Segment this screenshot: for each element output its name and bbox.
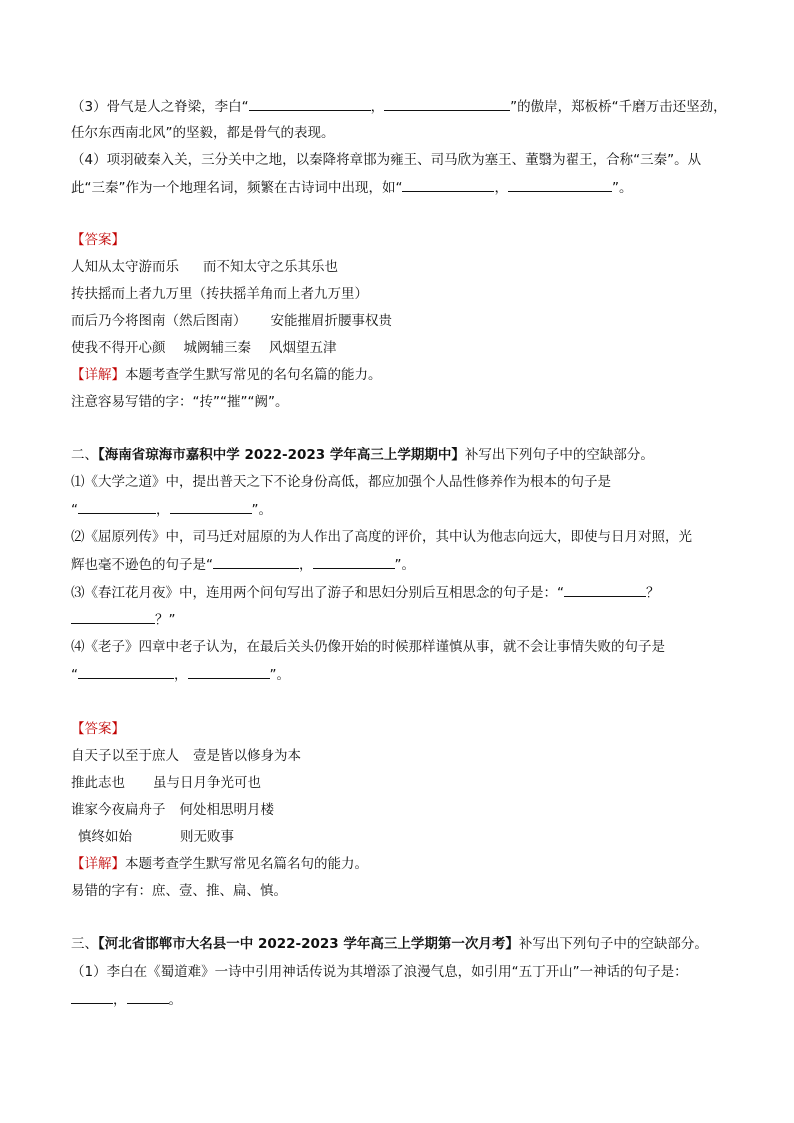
question-heading: 二、【海南省琼海市嘉积中学 2022-2023 学年高三上学期期中】补写出下列句子中的空缺部分。 [71,447,654,463]
answer-line: 谁家今夜扁舟子 何处相思明月楼 [71,802,274,818]
q1-item4-line2: 此“三秦”作为一个地理名词，频繁在古诗词中出现，如“ ， ”。 [71,177,632,198]
q2-item2-line2: 辉也毫不逊色的句子是“ ， ”。 [71,554,415,575]
q1-item3-line2: 任尔东西南北风”的坚毅，都是骨气的表现。 [71,125,335,141]
answer-label: 【答案】 [71,721,125,737]
blank[interactable] [71,989,113,1004]
blank[interactable] [508,177,612,192]
blank[interactable] [213,554,299,569]
blank[interactable] [78,664,174,679]
q2-item1-line1: ⑴《大学之道》中，提出普天之下不论身份高低，都应加强个人品性修养作为根本的句子是 [71,474,611,490]
detail-line: 【详解】本题考查学生默写常见的名句名篇的能力。 [71,367,382,383]
blank[interactable] [384,96,510,111]
answer-line: 人知从太守游而乐 而不知太守之乐其乐也 [71,259,338,275]
question-source: 【河北省邯郸市大名县一中 2022-2023 学年高三上学期第一次月考】 [98,936,519,952]
blank[interactable] [188,664,270,679]
blank[interactable] [71,609,155,624]
question-source: 【海南省琼海市嘉积中学 2022-2023 学年高三上学期期中】 [98,447,465,463]
question-heading: 三、【河北省邯郸市大名县一中 2022-2023 学年高三上学期第一次月考】补写出下列句子中的空缺部分。 [71,936,708,952]
blank[interactable] [564,582,646,597]
q1-item4-line1: （4）项羽破秦入关，三分关中之地，以秦降将章邯为雍王、司马欣为塞王、董翳为翟王，合称“三秦”。从 [71,152,702,168]
answer-line: 自天子以至于庶人 壹是皆以修身为本 [71,748,301,764]
q3-item1-line2: ， 。 [71,989,182,1010]
q2-item4-line2: “ ， ”。 [71,664,290,685]
answer-line: 抟扶摇而上者九万里（抟扶摇羊角而上者九万里） [71,286,368,302]
q1-item3-line1: （3）骨气是人之脊梁，李白“ ， ”的傲岸，郑板桥“千磨万击还坚劲， [71,96,727,117]
detail-line: 【详解】本题考查学生默写常见名篇名句的能力。 [71,856,368,872]
q2-item3-line2: ？” [71,609,176,630]
q2-item2-line1: ⑵《屈原列传》中，司马迁对屈原的为人作出了高度的评价，其中认为他志向远大，即使与日月对照，光 [71,529,692,545]
answer-line: 慎终如始 则无败事 [78,829,234,845]
detail-label: 【详解】 [71,856,125,872]
blank[interactable] [127,989,169,1004]
q2-item3-line1: ⑶《春江花月夜》中，连用两个问句写出了游子和思妇分别后互相思念的句子是：“ ？ [71,582,660,603]
answer-label: 【答案】 [71,232,125,248]
answer-line: 推此志也 虽与日月争光可也 [71,775,261,791]
q3-item1-line1: （1）李白在《蜀道难》一诗中引用神话传说为其增添了浪漫气息，如引用“五丁开山”一神话的句子是： [71,964,688,980]
blank[interactable] [249,96,371,111]
blank[interactable] [78,499,156,514]
blank[interactable] [170,499,252,514]
q2-item4-line1: ⑷《老子》四章中老子认为，在最后关头仍像开始的时候那样谨慎从事，就不会让事情失败的句子是 [71,639,665,655]
answer-line: 而后乃今将图南（然后图南） 安能摧眉折腰事权贵 [71,313,392,329]
answer-line: 使我不得开心颜 城阙辅三秦 风烟望五津 [71,340,337,356]
blank[interactable] [402,177,494,192]
blank[interactable] [313,554,395,569]
q2-item1-line2: “ ， ”。 [71,499,272,520]
note-line: 易错的字有：庶、壹、推、扁、慎。 [71,883,287,899]
detail-label: 【详解】 [71,367,125,383]
note-line: 注意容易写错的字：“抟”“摧”“阙”。 [71,394,289,410]
